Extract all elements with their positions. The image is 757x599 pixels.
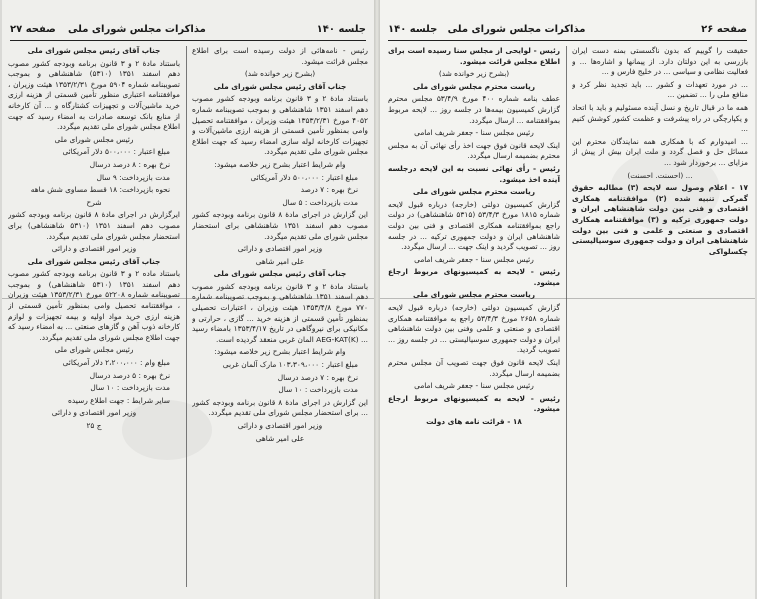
paragraph: وزیر امور اقتصادی و دارائی [51,244,137,254]
left-page [2,0,374,599]
paragraph: رئیس مجلس سنا - جعفر شریف امامی [414,381,534,391]
paragraph: جناب آقای رئیس مجلس شورای ملی [213,81,347,91]
paragraph: گزارش کمیسیون دولتی (خارجه) درباره قبول لایحه شماره ۱۸۱۵ مورخ ۵۳/۴/۳ (۵۳۱۵ شاهنشاهی) در دولت راجع بموافقتنامه همکاری اقتصادی و فنی بین دولت شاهنشاهی ایران و دولت جمهوری ترکیه ... در جلسه روز ... تصویب گردید و اینک جهت ... ارسال میگردد. [388,199,560,252]
paragraph: رئیس مجلس سنا - جعفر شریف امامی [414,128,534,138]
paragraph: مدت بازپرداخت: ۹ سال [96,172,170,182]
paragraph: مدت بازپرداخت : ۵ سال [282,197,358,207]
paragraph: ایرگزارش در اجرای مادهٔ ۸ قانون برنامه وبودجه کشور مصوب دهم اسفند ۱۳۵۱ (۵۳۱۰ شاهنشاهی) برای استحضار مجلس شورای ملی تقدیم میگردد. [8,210,180,241]
right-page-session: جلسه ۱۴۰ [388,24,438,35]
paragraph: مدت بازپرداخت : ۱۰ سال [278,385,358,395]
paragraph: رئیس - رأی نهائی نسبت به این لایحه درجلسه آینده اخذ میشود. [388,163,560,184]
scanned-document-spread [2,0,755,599]
paragraph: مدت بازپرداخت : ۱۰ سال [90,383,170,393]
paragraph: مبلغ وام : ۲،۲۰۰،۰۰۰ دلار آمریکائی [62,358,170,368]
scan-fold-line [380,298,755,299]
paragraph: رئیس مجلس شورای ملی [54,345,134,355]
paragraph: ... امیدوارم که با همکاری همه نمایندگان محترم این مسائل حل و فصل گردد و ملت ایران بیش از پیش از مزایای ... برخوردار شود ... [572,136,748,167]
left-page-session: جلسه ۱۴۰ [316,24,366,35]
paragraph: علی امیر شاهی [255,256,305,266]
paragraph: نرخ بهره : ۷ درصد [300,185,358,195]
paragraph: باستناد مادهٔ ۲ و ۳ قانون برنامه وبودجه کشور مصوب دهم اسفند ۱۳۵۱ (۵۳۱۰) شاهنشاهی و بموجب تصویبنامه شماره ۵۹۰۴ مورخ ۱۳۵۳/۲/۳۱ هیئت وزیران ، موافقتنامه اعتباری منظور تأمین قسمتی از هزینه ارزی خرید ماشین‌آلات و تجهیزات کشتارگاه و ... آن کارخانه از منابع بانک توسعه صادرات به امضاء رسید که جهت اطلاع مجلس شورای ملی تقدیم میگردد. [8,58,180,132]
paragraph: نرخ بهره : ۷ درصد درسال [277,372,358,382]
paragraph: جناب آقای رئیس مجلس شورای ملی [27,46,161,55]
left-page-running-title: مذاکرات مجلس شورای ملی [68,24,206,35]
paragraph: وام شرایط اعتبار بشرح زیر خلاصه میشود: [214,347,346,357]
paragraph: (بشرح زیر خوانده شد) [244,69,316,79]
right-page-outer-column [572,46,748,591]
left-page-header [10,24,366,41]
paragraph: رئیس - نامه‌هائی از دولت رسیده است برای اطلاع مجلس قرائت میشود. [192,46,368,66]
paragraph: وزیر امور اقتصادی و دارائی [237,244,323,254]
paragraph: سایر شرایط : جهت اطلاع رسیده [68,395,170,405]
paragraph: عطف بنامه شماره ۴۰۰ مورخ ۵۳/۴/۹ مجلس محترم گزارش کمیسیون بیمه‌ها در جلسه روز ... لایحه مربوط بموافقتنامه ... ارسال میگردد. [388,94,560,125]
paragraph: ریاست محترم مجلس شورای ملی [412,81,536,91]
left-page-number: صفحه ۲۷ [10,24,56,35]
paragraph: رئیس - لایحه به کمیسیونهای مربوط ارجاع میشود. [388,267,560,287]
paragraph: علی امیر شاهی [255,433,305,443]
paragraph: ریاست محترم مجلس شورای ملی [412,187,536,197]
paragraph: شرح [86,197,102,207]
paragraph: نرخ بهره : ۵ درصد درسال [89,370,170,380]
paragraph: رئیس مجلس سنا - جعفر شریف امامی [414,254,534,264]
column-divider [186,46,187,587]
left-page-inner-column [192,46,368,591]
paragraph: (بشرح زیر خوانده شد) [438,69,510,79]
paragraph: اینک لایحه قانون فوق جهت تصویب آن مجلس محترم بضمیمه ارسال میگردد. [388,358,560,378]
paragraph: جناب آقای رئیس مجلس شورای ملی [213,269,347,279]
paragraph: ... (احسنت. احسنت) [627,170,693,180]
right-page [380,0,755,599]
paper-stain [122,400,212,460]
paragraph: وام شرایط اعتبار بشرح زیر خلاصه میشود: [214,159,346,169]
paragraph: رئیس - لوایحی از مجلس سنا رسیده است برای اطلاع مجلس قرائت میشود. [388,46,560,66]
paragraph: اینک لایحه قانون فوق جهت اخذ رأی نهائی آن به مجلس محترم بضمیمه ارسال میگردد. [388,140,560,161]
paragraph: وزیر امور اقتصادی و دارائی [51,408,137,418]
paragraph: رئیس مجلس شورای ملی [54,134,134,144]
agenda-heading: ۱۷ - اعلام وصول سه لایحه (۳) مطالبه حقوق گمرکی تنبیه شده (۲) موافقتنامه همکاری اقتصادی و فنی بین دولت شاهنشاهی ایران و دولت جمهوری ترکیه و (۳) موافقتنامه همکاری اقتصادی و صنعتی و علمی و فنی بین دولت شاهنشاهی ایران و دولت جمهوری سوسیالیستی چکسلواکی [572,183,748,256]
paragraph: وزیر امور اقتصادی و دارائی [237,421,323,430]
paragraph: این گزارش در اجرای مادهٔ ۸ قانون برنامه وبودجه کشور مصوب دهم اسفند ۱۳۵۱ شاهنشاهی برای استحضار مجلس شورای ملی تقدیم میگردد. [192,210,368,241]
right-page-inner-column [388,46,560,591]
paper-stain [610,150,720,230]
paragraph: نحوه بازپرداخت: ۱۸ قسط مساوی شش ماهه [30,185,170,195]
paragraph: ج ۲۵ [86,421,102,430]
paragraph: ریاست محترم مجلس شورای ملی [412,290,536,300]
paragraph: باستناد ماده ۲ و ۳ قانون برنامه وبودجه کشور مصوب دهم اسفند ۱۳۵۱ (۵۳۱۰ شاهنشاهی) و بموجب تصویبنامه شماره ۵۲۲۰۸ مورخ ۱۳۵۳/۲/۳۱ هیئت وزیران ، موافقتنامه تحصیل وامی بمنظور تأمین قسمتی از هزینه ارزی خرید مواد اولیه و بیمه تجهیزات و لوازم کارخانه ذوب آهن و گازهای صنعتی ... به امضاء رسید که جهت اطلاع مجلس شورای ملی تقدیم میگردد. [8,269,180,342]
paragraph: همه ما در قبال تاریخ و نسل آینده مسئولیم و باید با اتحاد و یکپارچگی در راه پیشرفت و عظمت کشور کوشش کنیم ... [572,102,748,134]
paragraph: حقیقت را گوییم که بدون ناگسستی بمنه دست ایران بازرسی به این دولتان دارد. از پیمانها و اشاره‌ها ... و فعالیت نظامی و سیاسی ... در خلیج فارس و ... [572,46,748,77]
paragraph: مبلغ اعتبار : ۵۰۰،۰۰۰ دلار آمریکائی [250,172,358,182]
paragraph: گزارش کمیسیون دولتی (خارجه) درباره قبول لایحه شماره ۲۶۵۸ مورخ ۵۳/۴/۳ راجع به موافقتنامه همکاری اقتصادی و صنعتی و علمی وفنی بین دولت شاهنشاهی ایران و دولت جمهوری سوسیالیستی ... در جلسه روز ... تصویب گردید. [388,303,560,355]
paragraph: مبلغ اعتبار : ۱۰۳،۳۰۹،۰۰۰ مارک آلمان غربی [222,360,358,370]
paragraph: نرخ بهره : ۸ درصد درسال [89,159,170,169]
right-page-header [388,24,747,41]
left-page-outer-column [8,46,180,591]
right-page-running-title: مذاکرات مجلس شورای ملی [447,24,586,35]
paragraph: باستناد مادهٔ ۲ و ۳ قانون برنامه وبودجه کشور مصوب دهم اسفند ۱۳۵۱ شاهنشاهی و بموجب تصویبنامه شماره ۷۷۰ مورخ ۱۳۵۳/۴/۸ هیئت وزیران ، اعتبارات تحصیلی بمنظور تأمین قسمتی از هزینه خرید ... گازی ، حرارتی و مکانیکی برای نیروگاهی در تاریخ ۱۳۵۳/۴/۱۷ بامضاء رسید ... AEG-KAT(K) المان غربی منعقد گردیده است. [192,281,368,344]
agenda-heading: ۱۸ - قرائت نامه های دولت [426,417,522,426]
paragraph: مبلغ اعتبار : ۵۰۰،۰۰۰ دلار آمریکائی [62,147,170,157]
paragraph: رئیس - لایحه به کمیسیونهای مربوط ارجاع میشود. [388,393,560,414]
right-page-number: صفحه ۲۶ [701,24,747,35]
paragraph: این گزارش در اجرای مادهٔ ۸ قانون برنامه وبودجه کشور ... برای استحضار مجلس شورای ملی تقدیم میگردد. [192,397,368,418]
column-divider [566,46,567,587]
paragraph: جناب آقای رئیس مجلس شورای ملی [27,256,161,266]
scan-fold-line [2,298,374,299]
paragraph: ... در مورد تعهدات و کشور ... باید تجدید نظر کرد و منافع ملی را ... تضمین ... [572,79,748,100]
paragraph: باستناد مادهٔ ۲ و ۳ قانون برنامه وبودجه کشور مصوب دهم اسفند ۱۳۵۱ شاهنشاهی و بموجب تصویبنامه شماره ۴۰۵۲ مورخ ۱۳۵۳/۲/۳۱ هیئت وزیران ، موافقتنامه تحصیل وامی بمنظور تأمین قسمتی از هزینه ارزی ماشین‌آلات و تجهیزات کارخانه لوله سازی امضاء رسید که جهت اطلاع مجلس شورای ملی تقدیم میگردد. [192,94,368,157]
